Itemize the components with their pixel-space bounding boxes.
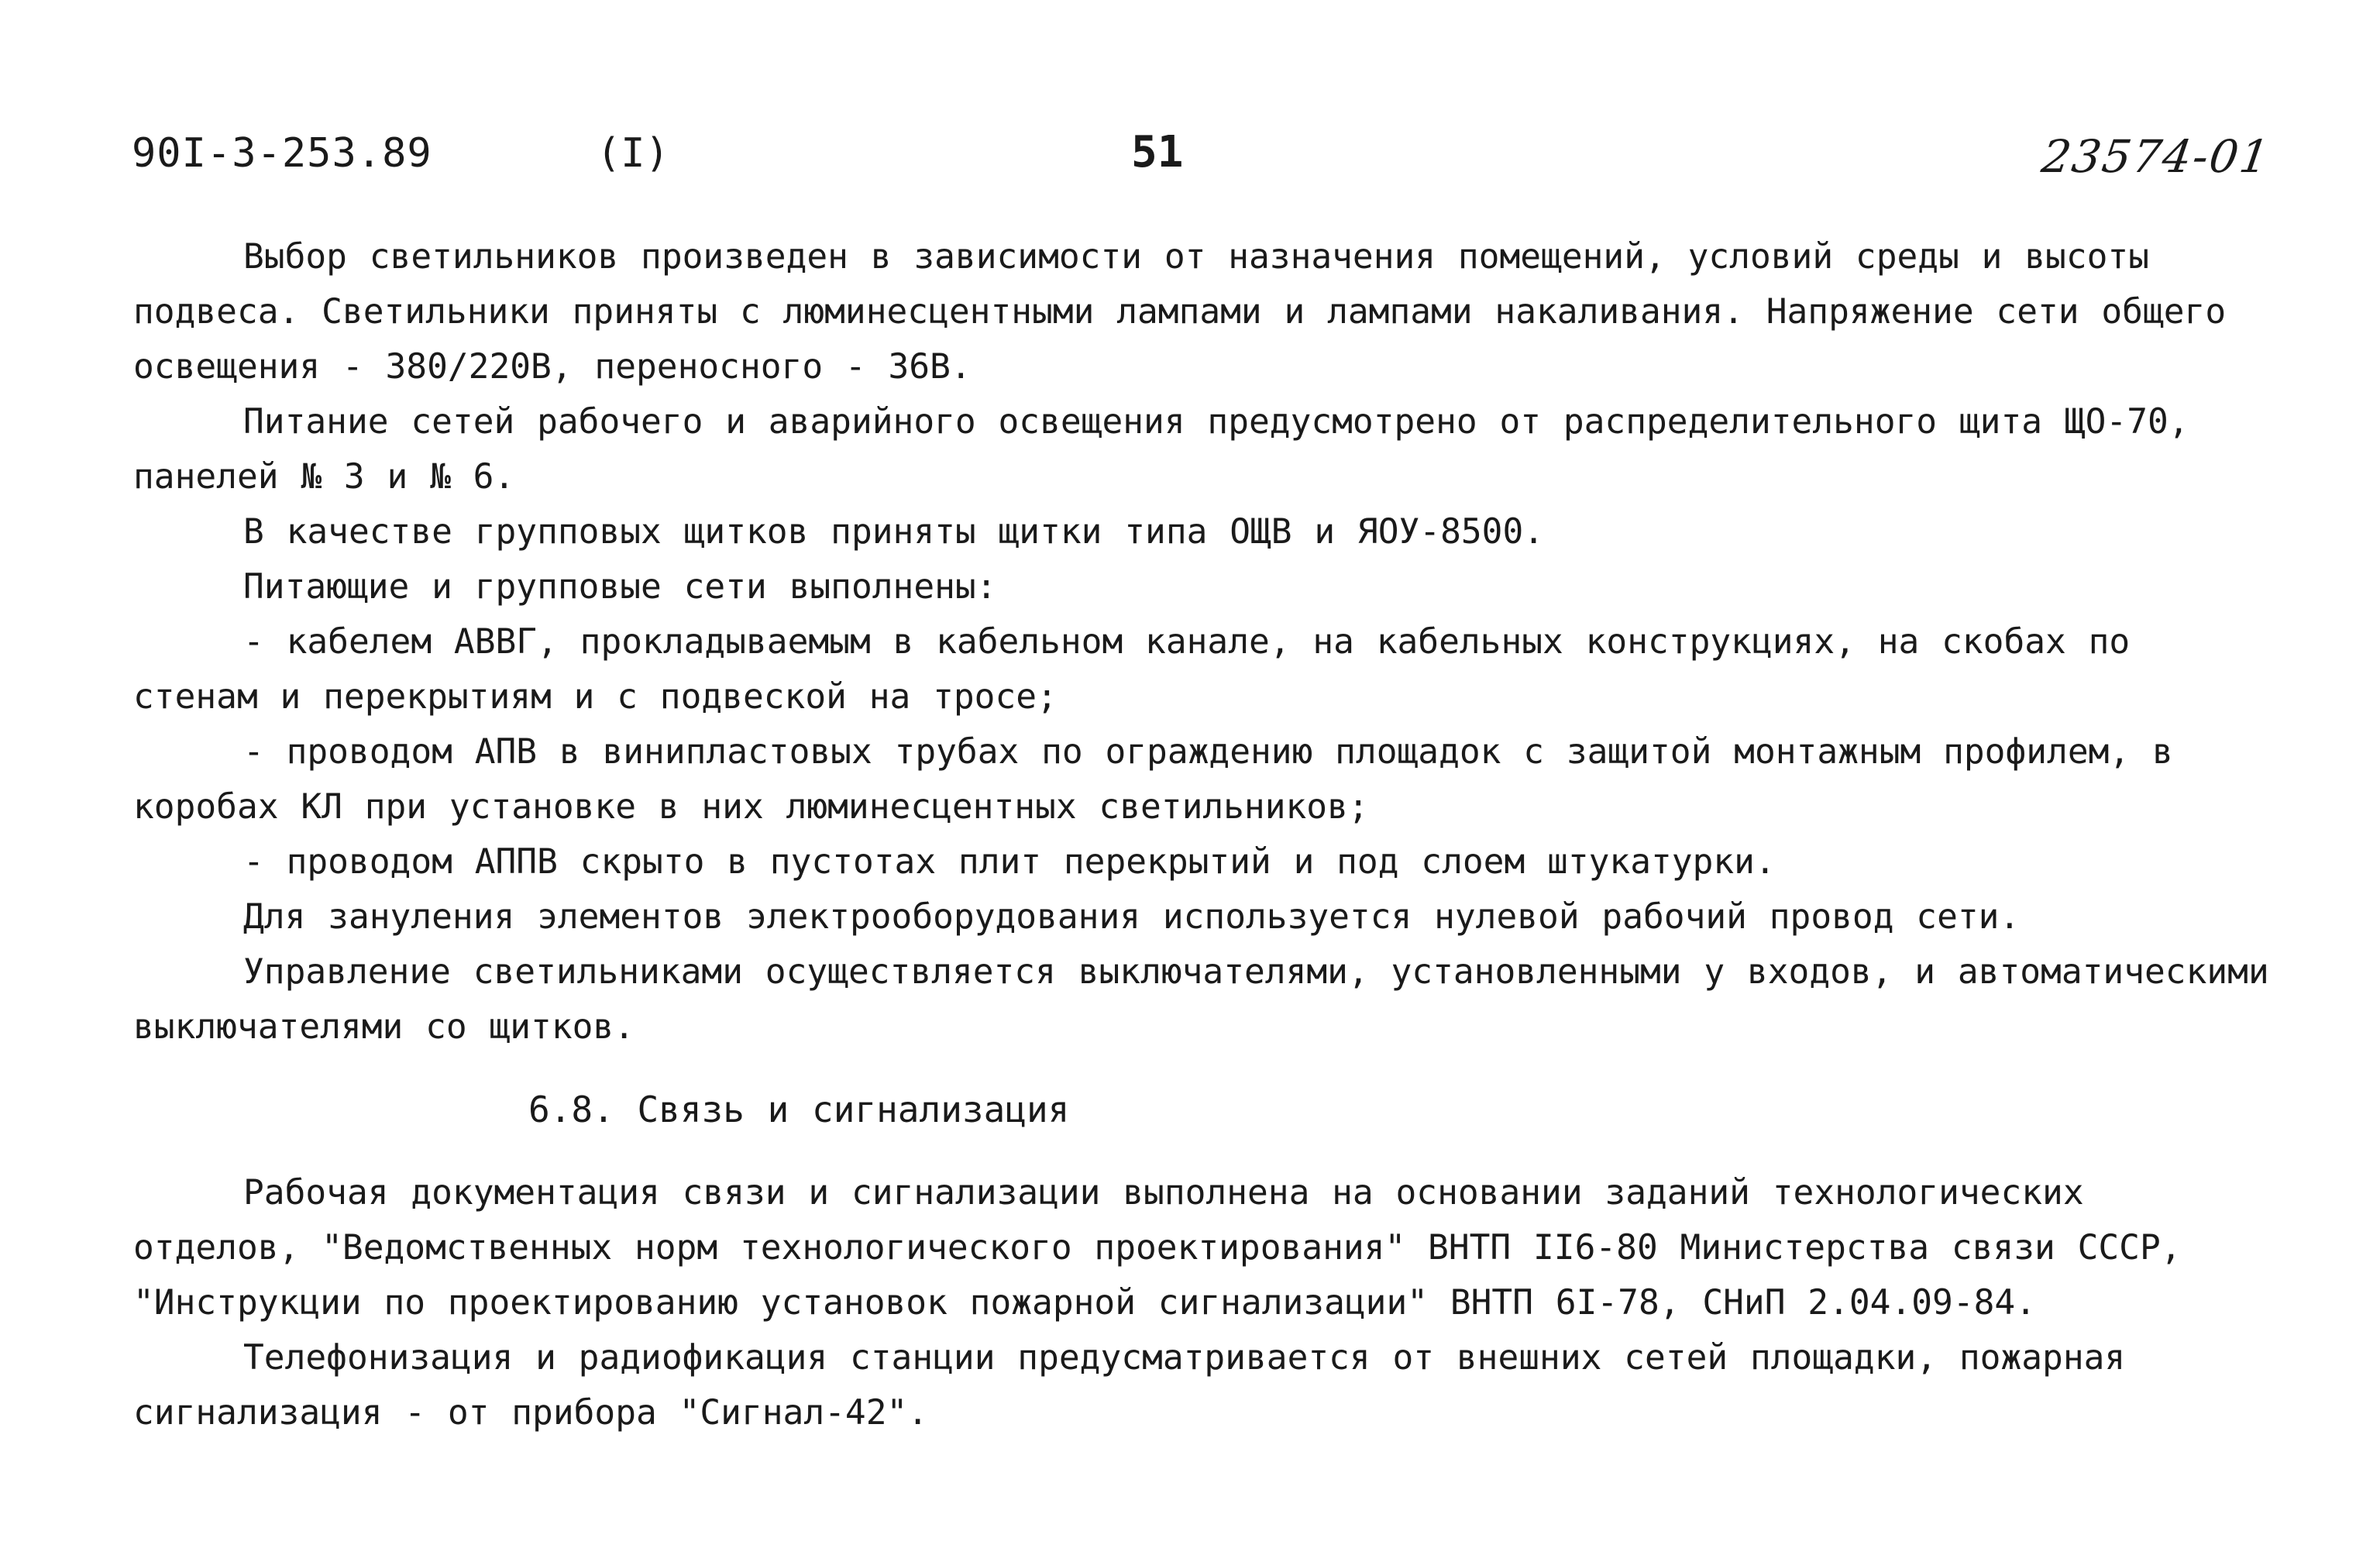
page-number: 51 xyxy=(1131,127,1184,177)
paragraph-group-panels: В качестве групповых щитков приняты щитки типа ОЩВ и ЯОУ-8500. xyxy=(243,512,1545,552)
section-heading: 6.8. Связь и сигнализация xyxy=(528,1089,1070,1130)
paragraph-luminaires-selection: Выбор светильников произведен в зависимости от назначения помещений, условий среды и высоты подвеса. Светильники приняты с люминесцентными лампами и лампами накаливания. Напряжение сети общего освещения - 380/220В, переносного - 36В. xyxy=(133,237,2227,387)
page-header xyxy=(132,127,2274,192)
paragraph-telephony-radio: Телефонизация и радиофикация станции предусматривается от внешних сетей площадки, пожарная сигнализация - от прибора "Сигнал-42". xyxy=(133,1338,2126,1433)
paragraph-networks-intro: Питающие и групповые сети выполнены: xyxy=(243,567,997,607)
document-body xyxy=(133,229,2272,1440)
list-item-wire-appv: - проводом АППВ скрыто в пустотах плит перекрытий и под слоем штукатурки. xyxy=(243,842,1776,882)
paragraph-communications-docs: Рабочая документация связи и сигнализации выполнена на основании заданий технологических отделов, "Ведомственных норм технологического проектирования" ВНТП II6-80 Министерства связи СССР, "Инструкции по проектированию установок пожарной сигнализации" ВНТП 6I-78, СНиП 2.04.09-84. xyxy=(133,1173,2182,1323)
paragraph-grounding: Для зануления элементов электрооборудования используется нулевой рабочий провод сети. xyxy=(243,897,2021,937)
handwritten-inventory-number: 23574-01 xyxy=(2038,130,2274,183)
sheet-part-marker: (I) xyxy=(597,130,669,177)
paragraph-power-supply: Питание сетей рабочего и аварийного освещения предусмотрено от распределительного щита ЩО-70, панелей № 3 и № 6. xyxy=(133,402,2189,497)
list-item-wire-apv: - проводом АПВ в винипластовых трубах по ограждению площадок с защитой монтажным профилем, в коробах КЛ при установке в них люминесцентных светильников; xyxy=(133,732,2173,827)
list-item-cable-avvg: - кабелем АВВГ, прокладываемым в кабельном канале, на кабельных конструкциях, на скобах по стенам и перекрытиям и с подвеской на тросе; xyxy=(133,622,2131,717)
paragraph-lighting-control: Управление светильниками осуществляется выключателями, установленными у входов, и автоматическими выключателями со щитков. xyxy=(133,952,2269,1047)
document-code: 90I-3-253.89 xyxy=(132,130,432,177)
